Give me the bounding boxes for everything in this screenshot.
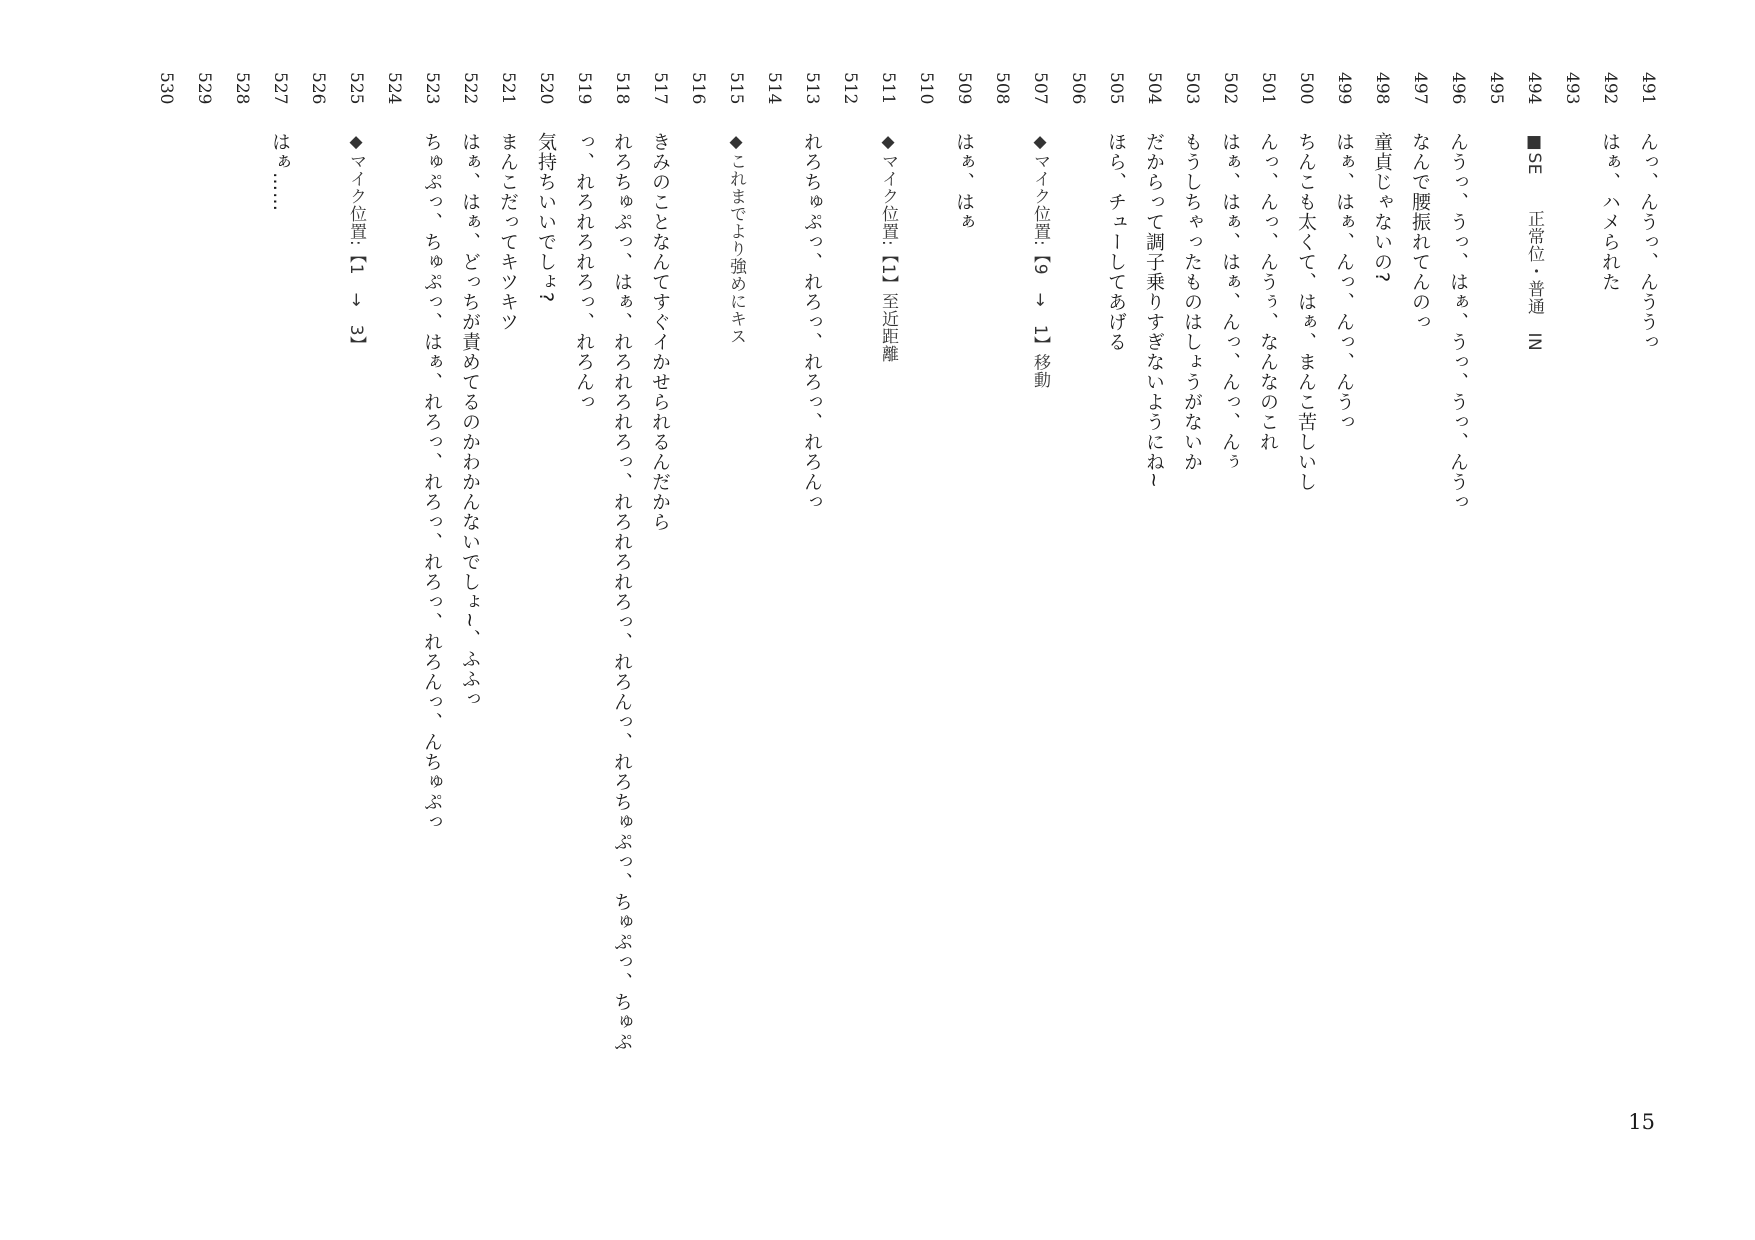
line-text: ちんこも太くて、はぁ、まんこ苦しいし (1295, 132, 1317, 492)
script-line (1211, 72, 1249, 1182)
stage-direction-line (1021, 72, 1059, 1182)
line-text: れろちゅぷっ、はぁ、れろれろれろっ、れろれろれろっ、れろんっ、れろちゅぷっ、ちゅぷっ、ちゅぷ (611, 132, 633, 1052)
script-line (489, 72, 527, 1182)
line-number: 530 (156, 72, 176, 105)
script-line (413, 72, 451, 1182)
script-line (1059, 72, 1097, 1182)
line-number: 506 (1068, 72, 1088, 105)
line-text: まんこだってキツキツ (497, 132, 519, 332)
script-lines (147, 72, 1667, 1182)
line-number: 518 (612, 72, 632, 105)
line-number: 519 (574, 72, 594, 105)
line-text: もうしちゃったものはしょうがないか (1181, 132, 1203, 472)
script-line (679, 72, 717, 1182)
script-line (1287, 72, 1325, 1182)
line-number: 514 (764, 72, 784, 105)
line-text: はぁ、はぁ (953, 132, 975, 232)
script-line (1097, 72, 1135, 1182)
line-number: 528 (232, 72, 252, 105)
line-number: 491 (1638, 72, 1658, 105)
script-line (223, 72, 261, 1182)
script-line (1477, 72, 1515, 1182)
line-text: ちゅぷっ、ちゅぷっ、はぁ、れろっ、れろっ、れろっ、れろんっ、んちゅぷっ (421, 132, 443, 832)
line-number: 524 (384, 72, 404, 105)
script-line (261, 72, 299, 1182)
line-number: 513 (802, 72, 822, 105)
line-number: 497 (1410, 72, 1430, 105)
script-line (147, 72, 185, 1182)
line-text: ほら、チューしてあげる (1105, 132, 1127, 352)
line-number: 502 (1220, 72, 1240, 105)
stage-direction-line (869, 72, 907, 1182)
line-number: 517 (650, 72, 670, 105)
line-number: 526 (308, 72, 328, 105)
line-text: ◆マイク位置:【9 → 1】移動 (1030, 132, 1050, 389)
script-line (907, 72, 945, 1182)
script-line (1439, 72, 1477, 1182)
line-number: 523 (422, 72, 442, 105)
script-line (185, 72, 223, 1182)
script-line (1401, 72, 1439, 1182)
script-line (565, 72, 603, 1182)
line-text: 気持ちいいでしょ? (535, 132, 557, 304)
line-text: れろちゅぷっ、れろっ、れろっ、れろんっ (801, 132, 823, 512)
script-line (755, 72, 793, 1182)
stage-direction-line (337, 72, 375, 1182)
script-line (603, 72, 641, 1182)
line-text: んっ、んうっ、んううっ (1637, 132, 1659, 352)
script-line (451, 72, 489, 1182)
line-number: 495 (1486, 72, 1506, 105)
line-number: 500 (1296, 72, 1316, 105)
line-number: 515 (726, 72, 746, 105)
line-number: 496 (1448, 72, 1468, 105)
line-number: 505 (1106, 72, 1126, 105)
sound-effect-line (1515, 72, 1553, 1182)
line-text: 童貞じゃないの? (1371, 132, 1393, 284)
script-line (1363, 72, 1401, 1182)
line-text: ◆これまでより強めにキス (726, 132, 746, 345)
script-line (1591, 72, 1629, 1182)
stage-direction-line (717, 72, 755, 1182)
line-text: はぁ…… (269, 132, 291, 212)
line-number: 501 (1258, 72, 1278, 105)
line-number: 503 (1182, 72, 1202, 105)
line-number: 516 (688, 72, 708, 105)
script-line (945, 72, 983, 1182)
line-text: んうっ、うっ、はぁ、うっ、うっ、んうっ (1447, 132, 1469, 512)
script-line (1249, 72, 1287, 1182)
script-line (1629, 72, 1667, 1182)
script-line (793, 72, 831, 1182)
line-number: 499 (1334, 72, 1354, 105)
page-number: 15 (1628, 1110, 1655, 1134)
line-number: 525 (346, 72, 366, 105)
script-line (375, 72, 413, 1182)
script-line (1135, 72, 1173, 1182)
line-number: 509 (954, 72, 974, 105)
line-text: ◆マイク位置:【1 → 3】 (346, 132, 366, 354)
line-number: 493 (1562, 72, 1582, 105)
line-number: 507 (1030, 72, 1050, 105)
script-line (983, 72, 1021, 1182)
script-line (641, 72, 679, 1182)
line-number: 520 (536, 72, 556, 105)
line-text: っ、れろれろれろっ、れろんっ (573, 132, 595, 412)
line-number: 504 (1144, 72, 1164, 105)
line-text: だからって調子乗りすぎないようにね~ (1143, 132, 1165, 489)
line-number: 522 (460, 72, 480, 105)
script-line (527, 72, 565, 1182)
line-number: 521 (498, 72, 518, 105)
line-text: きみのことなんてすぐイかせられるんだから (649, 132, 671, 532)
line-text: ■SE 正常位・普通 IN (1524, 132, 1544, 352)
line-text: なんで腰振れてんのっ (1409, 132, 1431, 332)
line-number: 511 (878, 72, 898, 105)
script-line (831, 72, 869, 1182)
line-number: 498 (1372, 72, 1392, 105)
line-number: 508 (992, 72, 1012, 105)
script-line (1325, 72, 1363, 1182)
line-text: はぁ、はぁ、どっちが責めてるのかわかんないでしょ~、ふふっ (459, 132, 481, 709)
line-text: ◆マイク位置:【1】至近距離 (878, 132, 898, 363)
script-line (1553, 72, 1591, 1182)
script-line (299, 72, 337, 1182)
line-number: 529 (194, 72, 214, 105)
line-number: 494 (1524, 72, 1544, 105)
line-text: はぁ、はぁ、はぁ、んっ、んっ、んぅ (1219, 132, 1241, 472)
line-number: 512 (840, 72, 860, 105)
line-number: 527 (270, 72, 290, 105)
line-text: はぁ、ハメられた (1599, 132, 1621, 292)
script-line (1173, 72, 1211, 1182)
line-number: 510 (916, 72, 936, 105)
line-number: 492 (1600, 72, 1620, 105)
line-text: はぁ、はぁ、んっ、んっ、んうっ (1333, 132, 1355, 432)
line-text: んっ、んっ、んうぅ、なんなのこれ (1257, 132, 1279, 452)
